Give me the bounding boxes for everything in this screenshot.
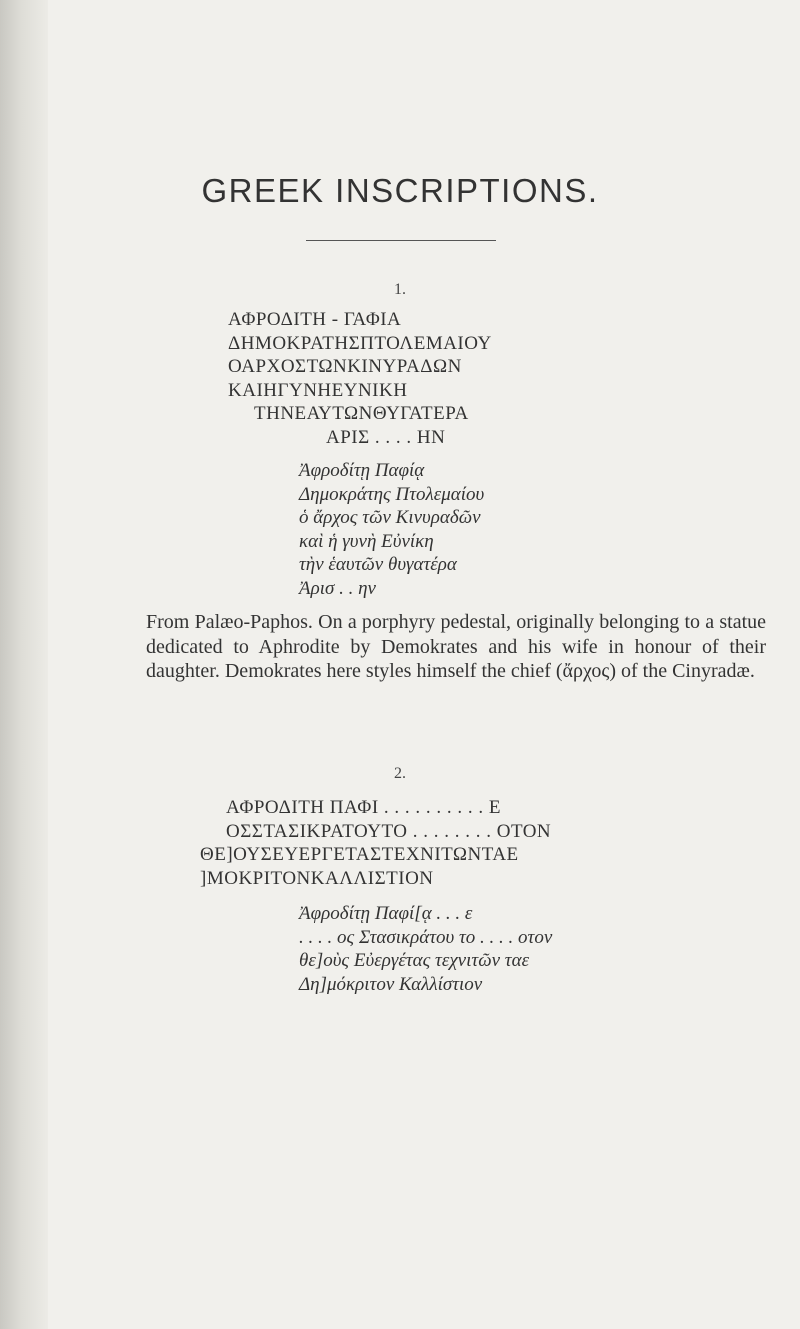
minuscule-line: Δημοκράτης Πτολεμαίου (299, 483, 485, 505)
commentary-text: From Palæo-Paphos. On a porphyry pedestal, originally belonging to a statue dedicated to Aphrodite by Demokrates and his wife in honour of their daughter. Demokrates here styles himself the chief (ἄρχος) of the Cinyradæ. (146, 611, 766, 682)
uncial-text-2 (0, 796, 800, 890)
minuscule-text-1 (0, 459, 800, 600)
minuscule-line: θε]οὺς Εὐεργέτας τεχνιτῶν ταε (299, 950, 530, 971)
uncial-line: ΟΑΡΧΟΣΤΩΝΚΙΝΥΡΑΔΩΝ (228, 356, 462, 377)
uncial-line: ]ΜΟΚΡΙΤΟΝΚΑΛΛΙΣΤΙΟΝ (200, 867, 434, 889)
minuscule-line: Ἀφροδίτῃ Παφί[ᾳ . . . ε (299, 903, 473, 924)
inscription-number: 1. (394, 281, 406, 298)
minuscule-line: Ἀρισ . . ην (299, 577, 376, 599)
uncial-line: ΘΕ]ΟΥΣΕΥΕΡΓΕΤΑΣΤΕΧΝΙΤΩΝΤΑΕ (200, 844, 519, 865)
minuscule-line: Δη]μόκριτον Καλλίστιον (299, 973, 483, 995)
minuscule-line: καὶ ἡ γυνὴ Εὐνίκη (299, 530, 434, 552)
minuscule-line: τὴν ἑαυτῶν θυγατέρα (299, 554, 457, 575)
uncial-line: ΑΦΡΟΔΙΤΗ - ΓΑΦΙΑ (228, 309, 402, 330)
uncial-line: ΑΦΡΟΔΙΤΗ ΠΑΦΙ . . . . . . . . . . Ε (226, 797, 502, 818)
page-heading: GREEK INSCRIPTIONS. (201, 172, 599, 209)
uncial-line: ΤΗΝΕΑΥΤΩΝΘΥΓΑΤΕΡΑ (254, 403, 469, 424)
commentary (146, 610, 766, 684)
uncial-line: ΑΡΙΣ . . . . ΗΝ (326, 426, 446, 448)
heading-rule (306, 240, 496, 241)
inscription-number: 2. (394, 765, 406, 782)
uncial-line: ΟΣΣΤΑΣΙΚΡΑΤΟΥΤΟ . . . . . . . . ΟΤΟΝ (226, 820, 552, 842)
minuscule-line: . . . . ος Στασικράτου το . . . . οτον (299, 926, 553, 948)
minuscule-text-2 (0, 902, 800, 996)
uncial-line: ΚΑΙΗΓΥΝΗΕΥΝΙΚΗ (228, 379, 408, 401)
minuscule-line: Ἀφροδίτῃ Παφίᾳ (299, 460, 425, 481)
uncial-line: ΔΗΜΟΚΡΑΤΗΣΠΤΟΛΕΜΑΙΟΥ (228, 332, 492, 354)
minuscule-line: ὁ ἄρχος τῶν Κινυραδῶν (299, 507, 481, 528)
uncial-text-1 (0, 308, 800, 449)
